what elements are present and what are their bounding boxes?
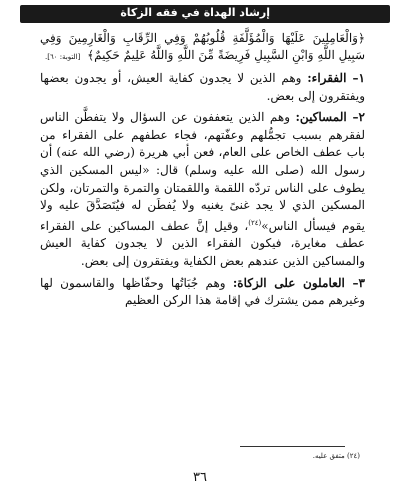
heading-amilin: ٣– العاملون على الزكاة: [232, 275, 365, 290]
text-amilin: وهم جُبَاتُها وحفّاظها والقاسمون لها وغيرهم ممن يشترك في إقامة هذا الركن العظيم [40, 275, 365, 308]
paragraph-masakin [40, 109, 365, 270]
footnote-marker[interactable]: (٢٤) [248, 218, 262, 227]
heading-masakin: ٢– المساكين: [295, 110, 365, 125]
text-masakin-part1: وهم الذين يتعففون عن السؤال ولا يتفطَّن الناس لفقرهم بسبب تجمُّلهم وعفّتهم، فجاء عطفهم على الفقراء من باب عطف الخاص على العام، فعن أبي هريرة (رضي الله عنه) أن رسول الله (صلى الله عليه وسلم) قال: «ليس المسكين الذي يطوف على الناس تردّه اللقمة واللقمتان والتمرة والتمرتان، ولكن المسكين الذي لا يجد غنىً يغنيه ولا يُفطَن له فيُتَصَدَّقَ عليه ولا يقوم فيسأل الناس» [40, 110, 365, 233]
quran-verse [40, 30, 365, 66]
page-number: ٣٦ [193, 470, 207, 485]
quran-reference: [التوبة: ٦٠]. [44, 53, 81, 61]
quran-verse-text: ﴿وَالْعَامِلِينَ عَلَيْهَا وَالْمُؤَلَّفَةِ قُلُوبُهُمْ وَفِي الرِّقَابِ وَالْغَارِمِينَ وَفِي سَبِيلِ اللَّهِ وَابْنِ السَّبِيلِ فَرِيضَةً مِّنَ اللَّهِ وَاللَّهُ عَلِيمٌ حَكِيمٌ﴾ [40, 31, 365, 62]
footnote-divider [240, 446, 345, 447]
book-title: إرشاد الهداة في فقه الزكاة [120, 6, 270, 19]
text-fuqara: وهم الذين لا يجدون كفاية العيش، أو يجدون بعضها ويفتقرون إلى بعض. [40, 71, 365, 103]
paragraph-amilin [40, 275, 365, 310]
paragraph-fuqara [40, 70, 365, 105]
heading-fuqara: ١– الفقراء: [307, 71, 365, 85]
page-body [40, 30, 365, 314]
running-header [20, 5, 390, 23]
text-masakin-part2: ، وقيل إنَّ عطف المساكين على الفقراء عطف مغايرة، فيكون الفقراء الذين لا يجدون كفاية العيش والمساكين الذين عندهم بعض الكفاية ويفتقرون إلى بعض. [40, 218, 365, 268]
footnote: (٢٤) متفق عليه. [312, 452, 360, 460]
